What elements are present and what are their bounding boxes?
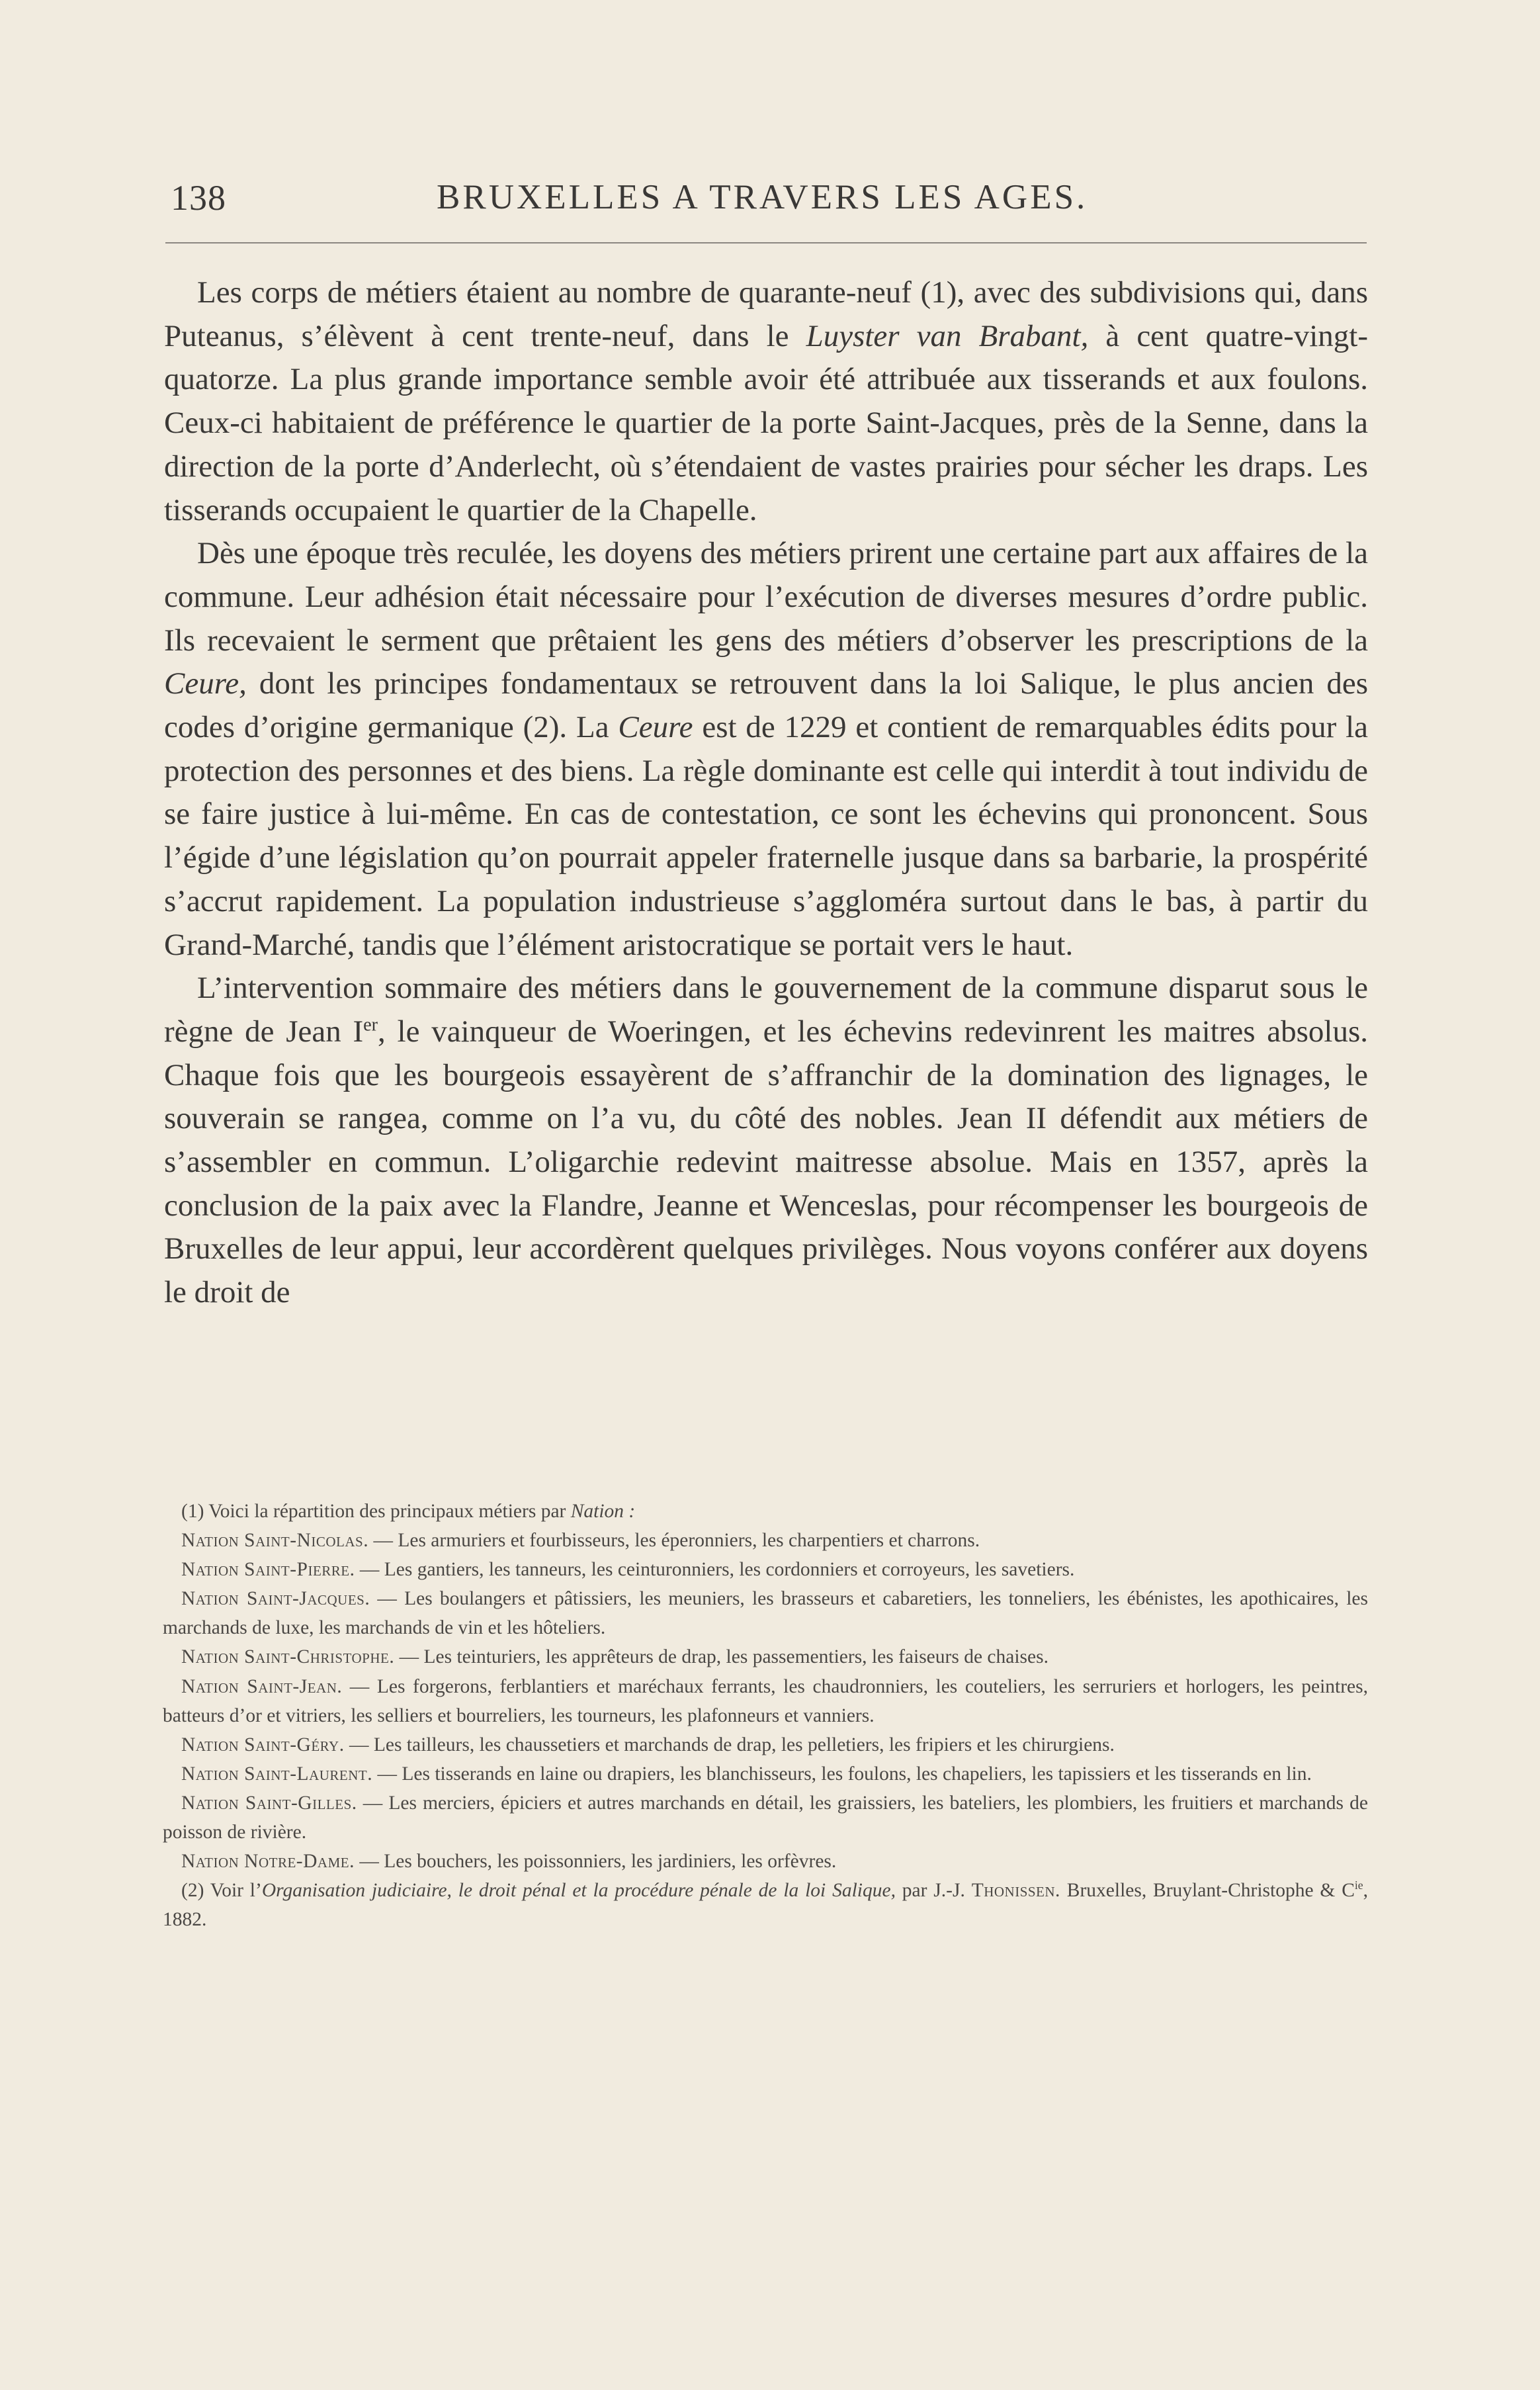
footnote-nation: Nation Notre-Dame. — Les bouchers, les poissonniers, les jardiniers, les orfèvres. (181, 1851, 837, 1873)
footnote-nation: Nation Saint-Jean. — Les forgerons, ferblantiers et maréchaux ferrants, les chaudronniers, les couteliers, les serruriers et horlogers, les peintres, batteurs d’or et vitriers, les selliers et bourreliers, les tourneurs, les plafonneurs et vanniers. (163, 1675, 1368, 1726)
page-number: 138 (171, 178, 226, 218)
header-rule (165, 242, 1367, 243)
footnote-1-intro: (1) Voici la répartition des principaux métiers par Nation : (181, 1501, 636, 1522)
page-header (171, 177, 1368, 230)
main-text (164, 271, 1368, 1315)
footnote-nation: Nation Saint-Gilles. — Les merciers, épiciers et autres marchands en détail, les graissiers, les bateliers, les plombiers, les fruitiers et marchands de poisson de rivière. (163, 1792, 1368, 1843)
running-title: BRUXELLES A TRAVERS LES AGES. (437, 178, 1088, 216)
footnote-nation: Nation Saint-Géry. — Les tailleurs, les chaussetiers et marchands de drap, les pelletiers, les fripiers et les chirurgiens. (181, 1734, 1115, 1755)
paragraph-3: L’intervention sommaire des métiers dans le gouvernement de la commune disparut sous le règne de Jean Ier, le vainqueur de Woeringen, et les échevins redevinrent les maitres absolus. Chaque fois que les bourgeois essayèrent de s’affranchir de la domination des lignages, le souverain se rangea, comme on l’a vu, du côté des nobles. Jean II défendit aux métiers de s’assembler en commun. L’oligarchie redevint maitresse absolue. Mais en 1357, après la conclusion de la paix avec la Flandre, Jeanne et Wenceslas, pour récompenser les bourgeois de Bruxelles de leur appui, leur accordèrent quelques privilèges. Nous voyons conférer aux doyens le droit de (164, 971, 1368, 1310)
footnote-nation: Nation Saint-Laurent. — Les tisserands en laine ou drapiers, les blanchisseurs, les foulons, les chapeliers, les tapissiers et les tisserands en lin. (181, 1763, 1312, 1785)
footnote-nation: Nation Saint-Nicolas. — Les armuriers et fourbisseurs, les éperonniers, les charpentiers et charrons. (181, 1530, 980, 1552)
paragraph-2: Dès une époque très reculée, les doyens des métiers prirent une certaine part aux affaires de la commune. Leur adhésion était nécessaire pour l’exécution de diverses mesures d’ordre public. Ils recevaient le serment que prêtaient les gens des métiers d’observer les prescriptions de la Ceure, dont les principes fondamentaux se retrouvent dans la loi Salique, le plus ancien des codes d’origine germanique (2). La Ceure est de 1229 et contient de remarquables édits pour la protection des personnes et des biens. La règle dominante est celle qui interdit à tout individu de se faire justice à lui-même. En cas de contestation, ce sont les échevins qui prononcent. Sous l’égide d’une législation qu’on pourrait appeler fraternelle jusque dans sa barbarie, la prospérité s’accrut rapidement. La population industrieuse s’aggloméra surtout dans le bas, à partir du Grand-Marché, tandis que l’élément aristocratique se portait vers le haut. (164, 536, 1368, 962)
footnote-2: (2) Voir l’Organisation judiciaire, le droit pénal et la procédure pénale de la loi Salique, par J.-J. Thonissen. Bruxelles, Bruylant-Christophe & $C^{ie}$, 1882. (163, 1879, 1369, 1931)
paragraph-1: Les corps de métiers étaient au nombre de quarante-neuf (1), avec des subdivisions qui, dans Puteanus, s’élèvent à cent trente-neuf, dans le Luyster van Brabant, à cent quatre-vingt-quatorze. La plus grande importance semble avoir été attribuée aux tisserands et aux foulons. Ceux-ci habitaient de préférence le quartier de la porte Saint-Jacques, près de la Senne, dans la direction de la porte d’Anderlecht, où s’étendaient de vastes prairies pour sécher les draps. Les tisserands occupaient le quartier de la Chapelle. (164, 275, 1369, 527)
footnote-nation: Nation Saint-Pierre. — Les gantiers, les tanneurs, les ceinturonniers, les cordonniers et corroyeurs, les savetiers. (181, 1559, 1075, 1581)
footnote-nation: Nation Saint-Jacques. — Les boulangers et pâtissiers, les meuniers, les brasseurs et cabaretiers, les tonneliers, les ébénistes, les apothicaires, les marchands de luxe, les marchands de vin et les hôteliers. (163, 1588, 1368, 1639)
footnotes (163, 1497, 1368, 1934)
footnote-nation: Nation Saint-Christophe. — Les teinturiers, les apprêteurs de drap, les passementiers, les faiseurs de chaises. (181, 1646, 1048, 1668)
